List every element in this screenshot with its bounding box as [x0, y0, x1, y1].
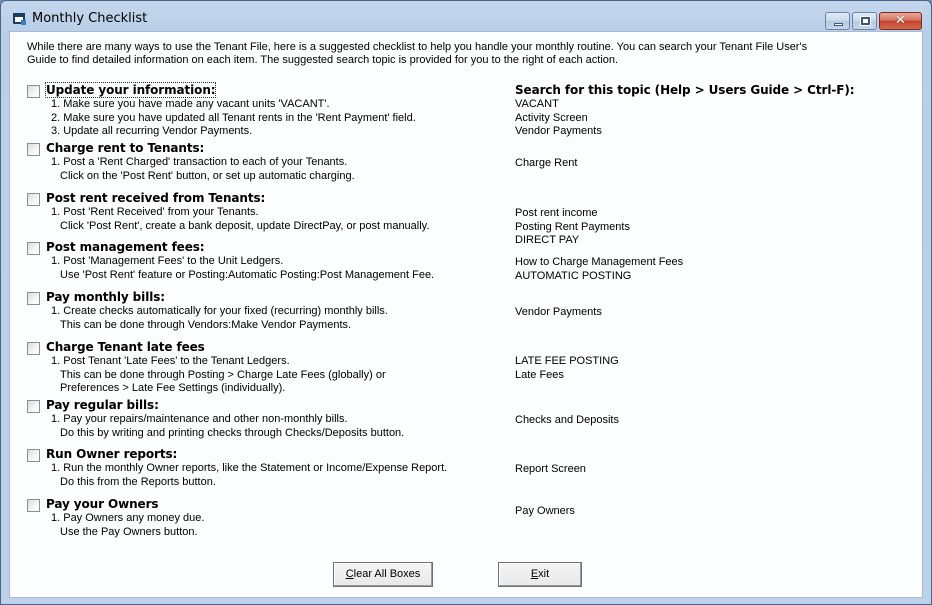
- section-line: 1. Post Tenant 'Late Fees' to the Tenant Ledgers.: [51, 355, 290, 367]
- section-title[interactable]: Update your information:: [46, 83, 216, 97]
- section-title[interactable]: Post rent received from Tenants:: [46, 191, 266, 205]
- section-line: Do this by writing and printing checks through Checks/Deposits button.: [60, 426, 405, 439]
- topic-list: [515, 306, 602, 320]
- section-title[interactable]: Post management fees:: [46, 240, 205, 254]
- section-title[interactable]: Pay monthly bills:: [46, 290, 165, 304]
- button-label: lear All Boxes: [353, 568, 421, 580]
- checkbox-update-info[interactable]: [27, 85, 40, 98]
- topic-list: [515, 207, 630, 248]
- exit-button[interactable]: [498, 562, 582, 587]
- topic-item: Late Fees: [515, 368, 564, 381]
- accelerator-key: C: [345, 568, 354, 580]
- close-button[interactable]: [879, 12, 922, 30]
- minimize-button[interactable]: [825, 12, 850, 30]
- checkbox-charge-rent[interactable]: [27, 143, 40, 156]
- section-lines: [51, 355, 386, 396]
- checkbox-pay-owners[interactable]: [27, 499, 40, 512]
- checkbox-post-rent-received[interactable]: [27, 193, 40, 206]
- section-lines: [51, 462, 447, 489]
- section-line: 1. Post 'Rent Received' from your Tenants.: [51, 206, 259, 218]
- section-lines: [51, 156, 355, 183]
- topic-list: [515, 505, 575, 519]
- section-lines: [51, 413, 404, 440]
- section-lines: [51, 305, 388, 332]
- section-line: Use the Pay Owners button.: [60, 525, 198, 538]
- topic-list: [515, 463, 586, 477]
- topic-item: Activity Screen: [515, 111, 588, 124]
- app-window-icon[interactable]: [13, 13, 25, 24]
- section-line: Use 'Post Rent' feature or Posting:Automatic Posting:Post Management Fee.: [60, 268, 435, 281]
- maximize-icon: [861, 17, 870, 25]
- checkbox-late-fees[interactable]: [27, 342, 40, 355]
- topic-list: [515, 414, 619, 428]
- client-area: [9, 31, 923, 598]
- topic-item: Vendor Payments: [515, 125, 602, 137]
- section-title[interactable]: Charge rent to Tenants:: [46, 141, 205, 155]
- clear-all-boxes-button[interactable]: [333, 562, 433, 587]
- section-line: Click 'Post Rent', create a bank deposit, update DirectPay, or post manually.: [60, 219, 430, 232]
- topic-list: [515, 98, 602, 139]
- section-line: 1. Pay your repairs/maintenance and other non-monthly bills.: [51, 413, 348, 425]
- section-line: Do this from the Reports button.: [60, 475, 216, 488]
- window-title: Monthly Checklist: [32, 11, 148, 26]
- section-line: This can be done through Posting > Charge Late Fees (globally) or: [60, 368, 386, 381]
- checkbox-management-fees[interactable]: [27, 242, 40, 255]
- caption-buttons: [825, 12, 922, 30]
- topic-item: Report Screen: [515, 463, 586, 475]
- button-label: xit: [538, 568, 550, 580]
- close-icon: ✕: [895, 13, 906, 28]
- topic-item: Charge Rent: [515, 157, 578, 169]
- section-line: 1. Create checks automatically for your fixed (recurring) monthly bills.: [51, 305, 388, 317]
- checkbox-monthly-bills[interactable]: [27, 292, 40, 305]
- section-lines: [51, 98, 416, 139]
- topic-item: DIRECT PAY: [515, 234, 580, 246]
- topic-list: [515, 256, 683, 283]
- title-bar[interactable]: [1, 1, 931, 31]
- section-line: This can be done through Vendors:Make Vendor Payments.: [60, 318, 352, 331]
- topic-item: AUTOMATIC POSTING: [515, 269, 632, 282]
- topic-item: Checks and Deposits: [515, 414, 619, 426]
- topic-item: Pay Owners: [515, 505, 575, 517]
- accelerator-key: E: [530, 568, 539, 580]
- topics-header: Search for this topic (Help > Users Guide > Ctrl-F):: [515, 83, 855, 97]
- section-title[interactable]: Pay regular bills:: [46, 398, 159, 412]
- section-line: 1. Post 'Management Fees' to the Unit Ledgers.: [51, 255, 284, 267]
- section-line: Click on the 'Post Rent' button, or set up automatic charging.: [60, 169, 355, 182]
- section-title[interactable]: Charge Tenant late fees: [46, 340, 205, 354]
- section-lines: [51, 206, 429, 233]
- checkbox-owner-reports[interactable]: [27, 449, 40, 462]
- section-line: 1. Make sure you have made any vacant units 'VACANT'.: [51, 98, 330, 110]
- topic-item: Vendor Payments: [515, 306, 602, 318]
- section-line: 1. Pay Owners any money due.: [51, 512, 205, 524]
- intro-line-1: While there are many ways to use the Tenant File, here is a suggested checklist to help you handle your monthly routine. You can search your Tenant File User's: [27, 41, 808, 53]
- section-line: 3. Update all recurring Vendor Payments.: [51, 125, 253, 137]
- topic-item: LATE FEE POSTING: [515, 355, 619, 367]
- section-line: 1. Post a 'Rent Charged' transaction to each of your Tenants.: [51, 156, 348, 168]
- intro-line-2: Guide to find detailed information on each item. The suggested search topic is provided for you to the right of each action.: [27, 54, 619, 66]
- minimize-icon: [834, 23, 843, 26]
- topic-item: Post rent income: [515, 207, 598, 219]
- topic-item: How to Charge Management Fees: [515, 256, 684, 268]
- topic-list: [515, 157, 577, 171]
- section-line: 2. Make sure you have updated all Tenant rents in the 'Rent Payment' field.: [51, 111, 416, 124]
- section-line: 1. Run the monthly Owner reports, like the Statement or Income/Expense Report.: [51, 462, 448, 474]
- maximize-button[interactable]: [852, 12, 877, 30]
- section-lines: [51, 512, 204, 539]
- topic-item: Posting Rent Payments: [515, 220, 630, 233]
- intro-text: [27, 41, 827, 67]
- section-title[interactable]: Pay your Owners: [46, 497, 159, 511]
- topic-item: VACANT: [515, 98, 559, 110]
- section-title[interactable]: Run Owner reports:: [46, 447, 178, 461]
- topic-list: [515, 355, 619, 382]
- section-lines: [51, 255, 434, 282]
- section-line: Preferences > Late Fee Settings (individually).: [60, 382, 286, 394]
- checkbox-regular-bills[interactable]: [27, 400, 40, 413]
